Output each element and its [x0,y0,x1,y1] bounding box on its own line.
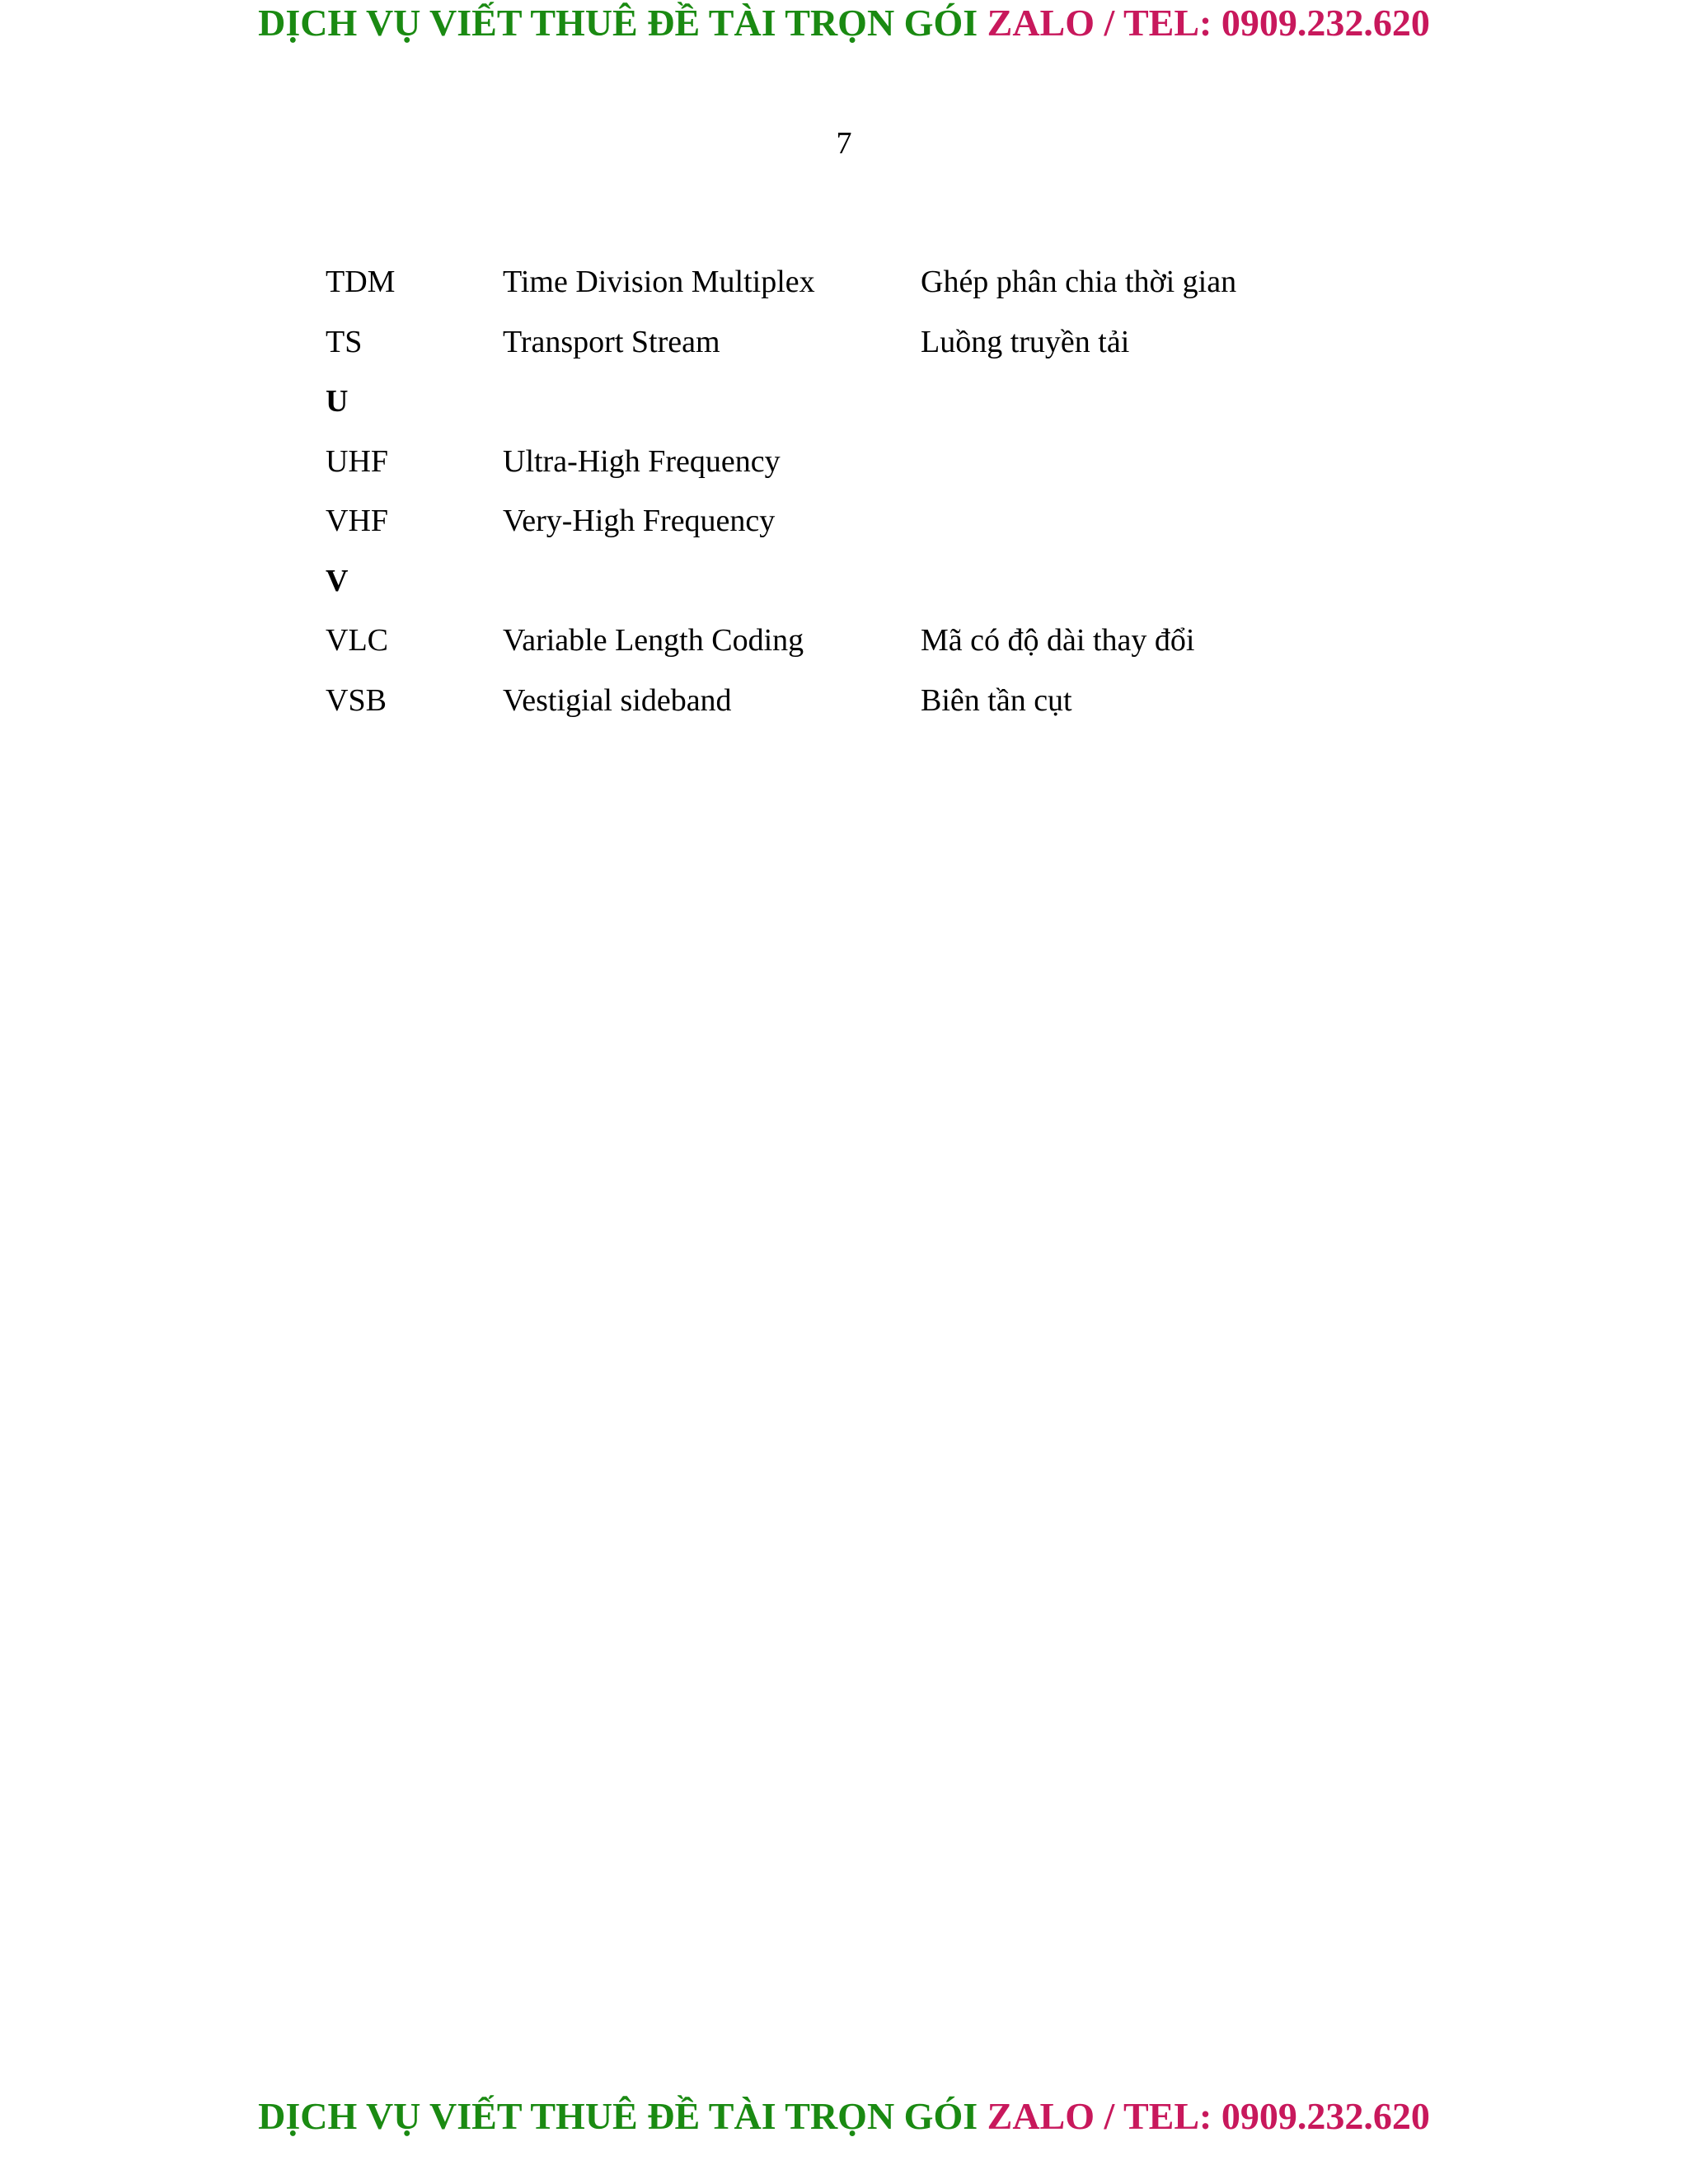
glossary-row [326,681,1397,741]
footer-banner [0,2093,1688,2139]
glossary-letter: V [326,563,349,598]
banner-service-text: DỊCH VỤ VIẾT THUÊ ĐỀ TÀI TRỌN GÓI [258,2095,978,2137]
page-number: 7 [836,126,852,161]
glossary-abbreviation: TS [326,324,363,359]
glossary-abbreviation: UHF [326,443,389,479]
glossary-vietnamese-term: Luồng truyền tải [921,324,1130,359]
glossary-english-term: Vestigial sideband [503,682,732,718]
glossary-abbreviation: VLC [326,623,388,658]
banner-contact-text: ZALO / TEL: 0909.232.620 [987,2095,1430,2137]
glossary-row [326,621,1397,681]
abbreviation-glossary [326,262,1397,740]
glossary-letter-heading [326,382,1397,442]
glossary-english-term: Ultra-High Frequency [503,443,781,479]
glossary-vietnamese-term: Biên tần cụt [921,682,1072,718]
glossary-row [326,322,1397,382]
glossary-row [326,442,1397,502]
glossary-abbreviation: TDM [326,265,396,299]
banner-contact-text: ZALO / TEL: 0909.232.620 [987,2,1430,44]
glossary-abbreviation: VHF [326,504,389,538]
header-banner [0,0,1688,46]
glossary-letter: U [326,384,349,419]
banner-service-text: DỊCH VỤ VIẾT THUÊ ĐỀ TÀI TRỌN GÓI [258,2,978,44]
glossary-row [326,262,1397,322]
glossary-row [326,501,1397,561]
glossary-english-term: Transport Stream [503,324,720,359]
glossary-english-term: Variable Length Coding [503,623,804,658]
glossary-english-term: Very-High Frequency [503,504,776,538]
glossary-letter-heading [326,561,1397,621]
glossary-vietnamese-term: Ghép phân chia thời gian [921,265,1237,299]
glossary-abbreviation: VSB [326,682,387,718]
glossary-english-term: Time Division Multiplex [503,265,815,299]
glossary-vietnamese-term: Mã có độ dài thay đổi [921,623,1195,658]
